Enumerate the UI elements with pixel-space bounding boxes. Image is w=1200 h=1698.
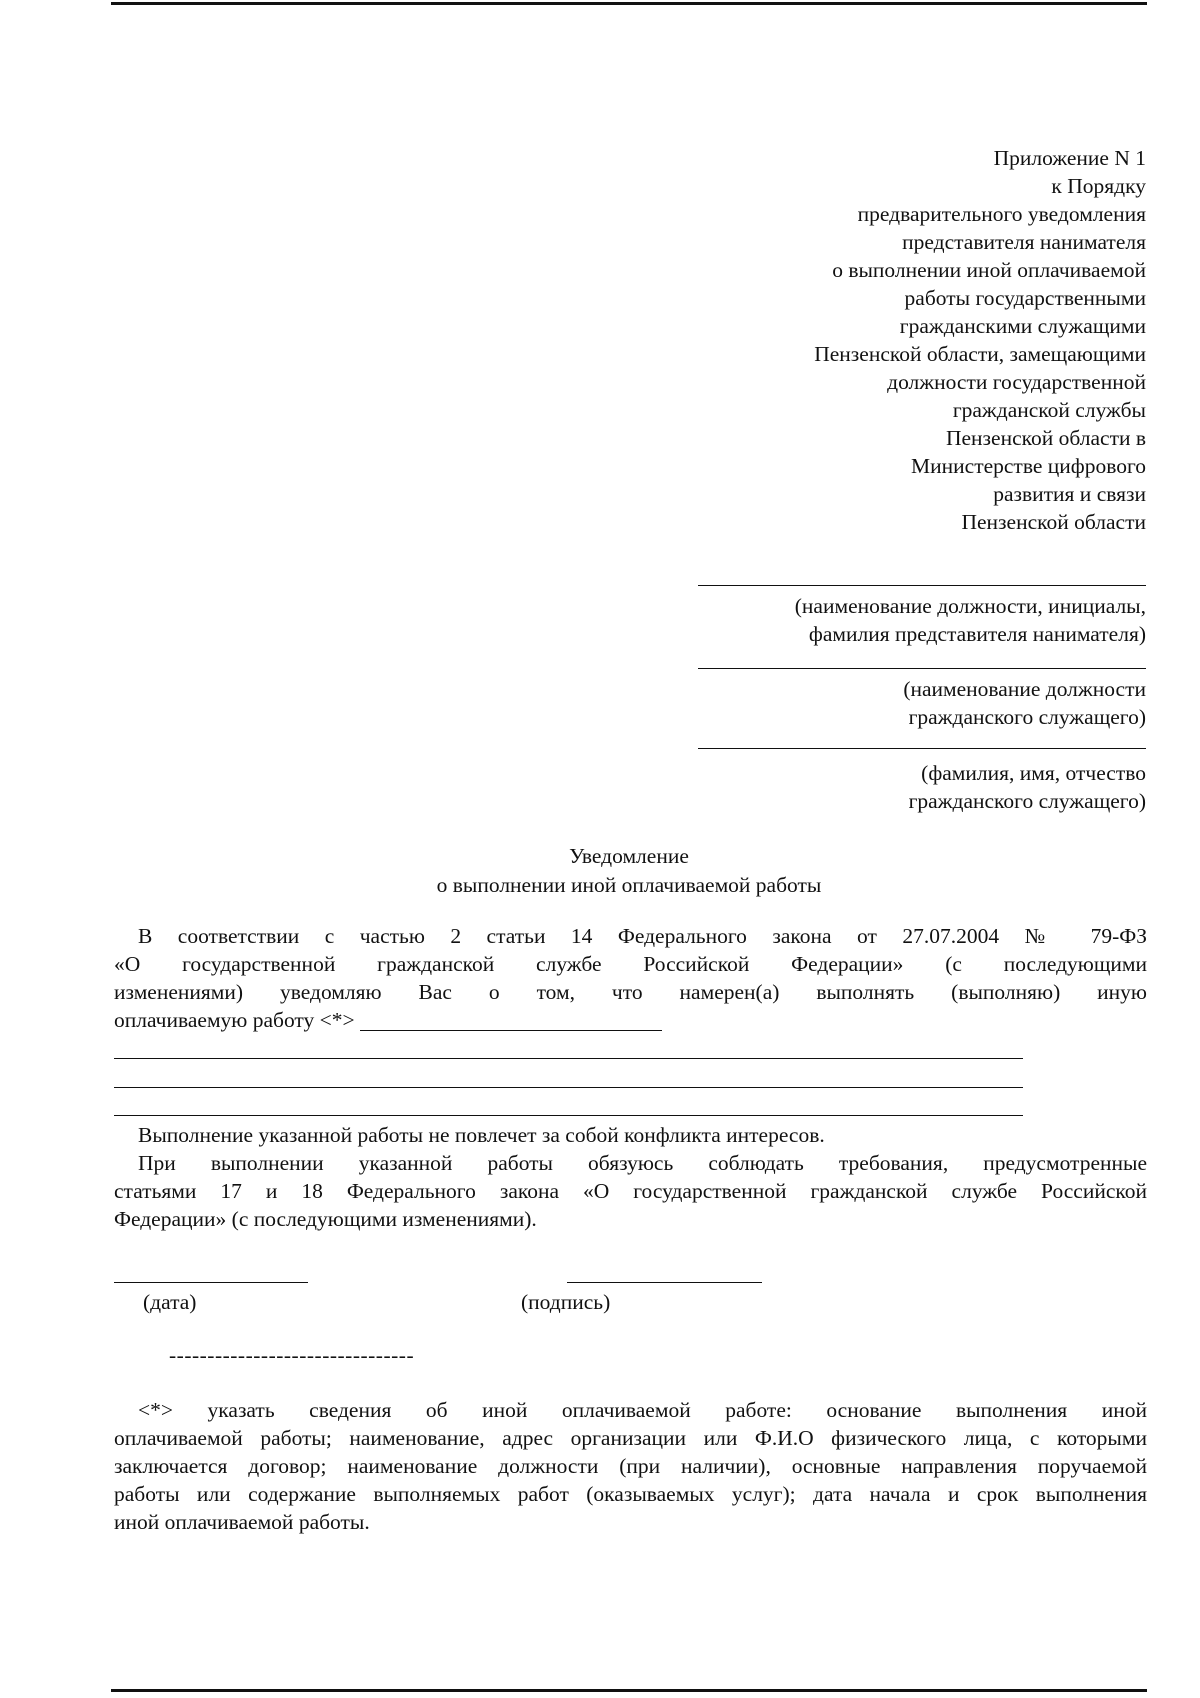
appendix-line: Пензенской области, замещающими	[814, 342, 1146, 366]
bottom-rule	[111, 1689, 1147, 1692]
footnote-line: оплачиваемой работы; наименование, адрес организации или Ф.И.О физического лица, с которыми	[114, 1426, 1147, 1450]
appendix-line: работы государственными	[904, 286, 1146, 310]
appendix-line: гражданской службы	[952, 398, 1146, 422]
signature-input-line[interactable]	[567, 1282, 762, 1283]
notification-paragraph	[114, 922, 1147, 1034]
footnote-line: <*> указать сведения об иной оплачиваемой работе: основание выполнения иной	[138, 1398, 1147, 1422]
title-subline: о выполнении иной оплачиваемой работы	[436, 873, 822, 897]
date-caption: (дата)	[143, 1290, 197, 1314]
work-description-line[interactable]	[114, 1115, 1023, 1116]
title-line: Уведомление	[569, 844, 689, 868]
representative-field[interactable]	[686, 585, 1146, 648]
paragraph-line: В соответствии с частью 2 статьи 14 Федерального закона от 27.07.2004 № 79-ФЗ	[138, 924, 1147, 948]
work-description-line[interactable]	[114, 1087, 1023, 1088]
representative-caption: (наименование должности, инициалы, фамилия представителя нанимателя)	[794, 594, 1146, 646]
appendix-line: о выполнении иной оплачиваемой	[832, 258, 1146, 282]
appendix-line: Приложение N 1	[993, 146, 1146, 170]
work-description-blank[interactable]	[360, 1010, 662, 1031]
appendix-header	[546, 144, 1146, 536]
appendix-line: Пензенской области в	[945, 426, 1146, 450]
obligation-paragraph	[114, 1149, 1147, 1233]
document-title	[111, 842, 1147, 900]
appendix-line: к Порядку	[1051, 174, 1146, 198]
appendix-line: Министерстве цифрового	[911, 454, 1146, 478]
appendix-line: развития и связи	[993, 482, 1146, 506]
footnote-line: заключается договор; наименование должности (при наличии), основные направления поручаемой	[114, 1454, 1147, 1478]
appendix-line: должности государственной	[887, 370, 1146, 394]
date-input-line[interactable]	[114, 1282, 308, 1283]
representative-input-line[interactable]	[698, 585, 1146, 586]
position-field[interactable]	[686, 668, 1146, 731]
footnote-separator: --------------------------------	[169, 1343, 415, 1367]
appendix-line: предварительного уведомления	[857, 202, 1146, 226]
appendix-line: представителя нанимателя	[902, 230, 1146, 254]
paragraph-line: Федерации» (с последующими изменениями).	[114, 1207, 537, 1231]
fullname-input-line[interactable]	[698, 748, 1146, 749]
footnote	[114, 1396, 1147, 1536]
paragraph-line: Выполнение указанной работы не повлечет за собой конфликта интересов.	[138, 1123, 825, 1147]
footnote-line: иной оплачиваемой работы.	[114, 1510, 370, 1534]
signature-caption: (подпись)	[521, 1290, 611, 1314]
footnote-line: работы или содержание выполняемых работ (оказываемых услуг); дата начала и срок выполнения	[114, 1482, 1147, 1506]
work-description-line[interactable]	[114, 1058, 1023, 1059]
top-rule	[111, 2, 1147, 5]
conflict-statement	[114, 1121, 1147, 1149]
fullname-field[interactable]	[686, 748, 1146, 815]
paragraph-line: «О государственной гражданской службе Российской Федерации» (с последующими	[114, 952, 1147, 976]
paragraph-line: При выполнении указанной работы обязуюсь соблюдать требования, предусмотренные	[138, 1151, 1147, 1175]
fullname-caption: (фамилия, имя, отчество гражданского служащего)	[908, 761, 1146, 813]
position-caption: (наименование должности гражданского служащего)	[903, 677, 1146, 729]
position-input-line[interactable]	[698, 668, 1146, 669]
appendix-line: гражданскими служащими	[899, 314, 1146, 338]
appendix-line: Пензенской области	[961, 510, 1146, 534]
paragraph-line: оплачиваемую работу <*>	[114, 1006, 1147, 1034]
paragraph-line: статьями 17 и 18 Федерального закона «О государственной гражданской службе Российской	[114, 1179, 1147, 1203]
paragraph-line: изменениями) уведомляю Вас о том, что намерен(а) выполнять (выполняю) иную	[114, 980, 1147, 1004]
